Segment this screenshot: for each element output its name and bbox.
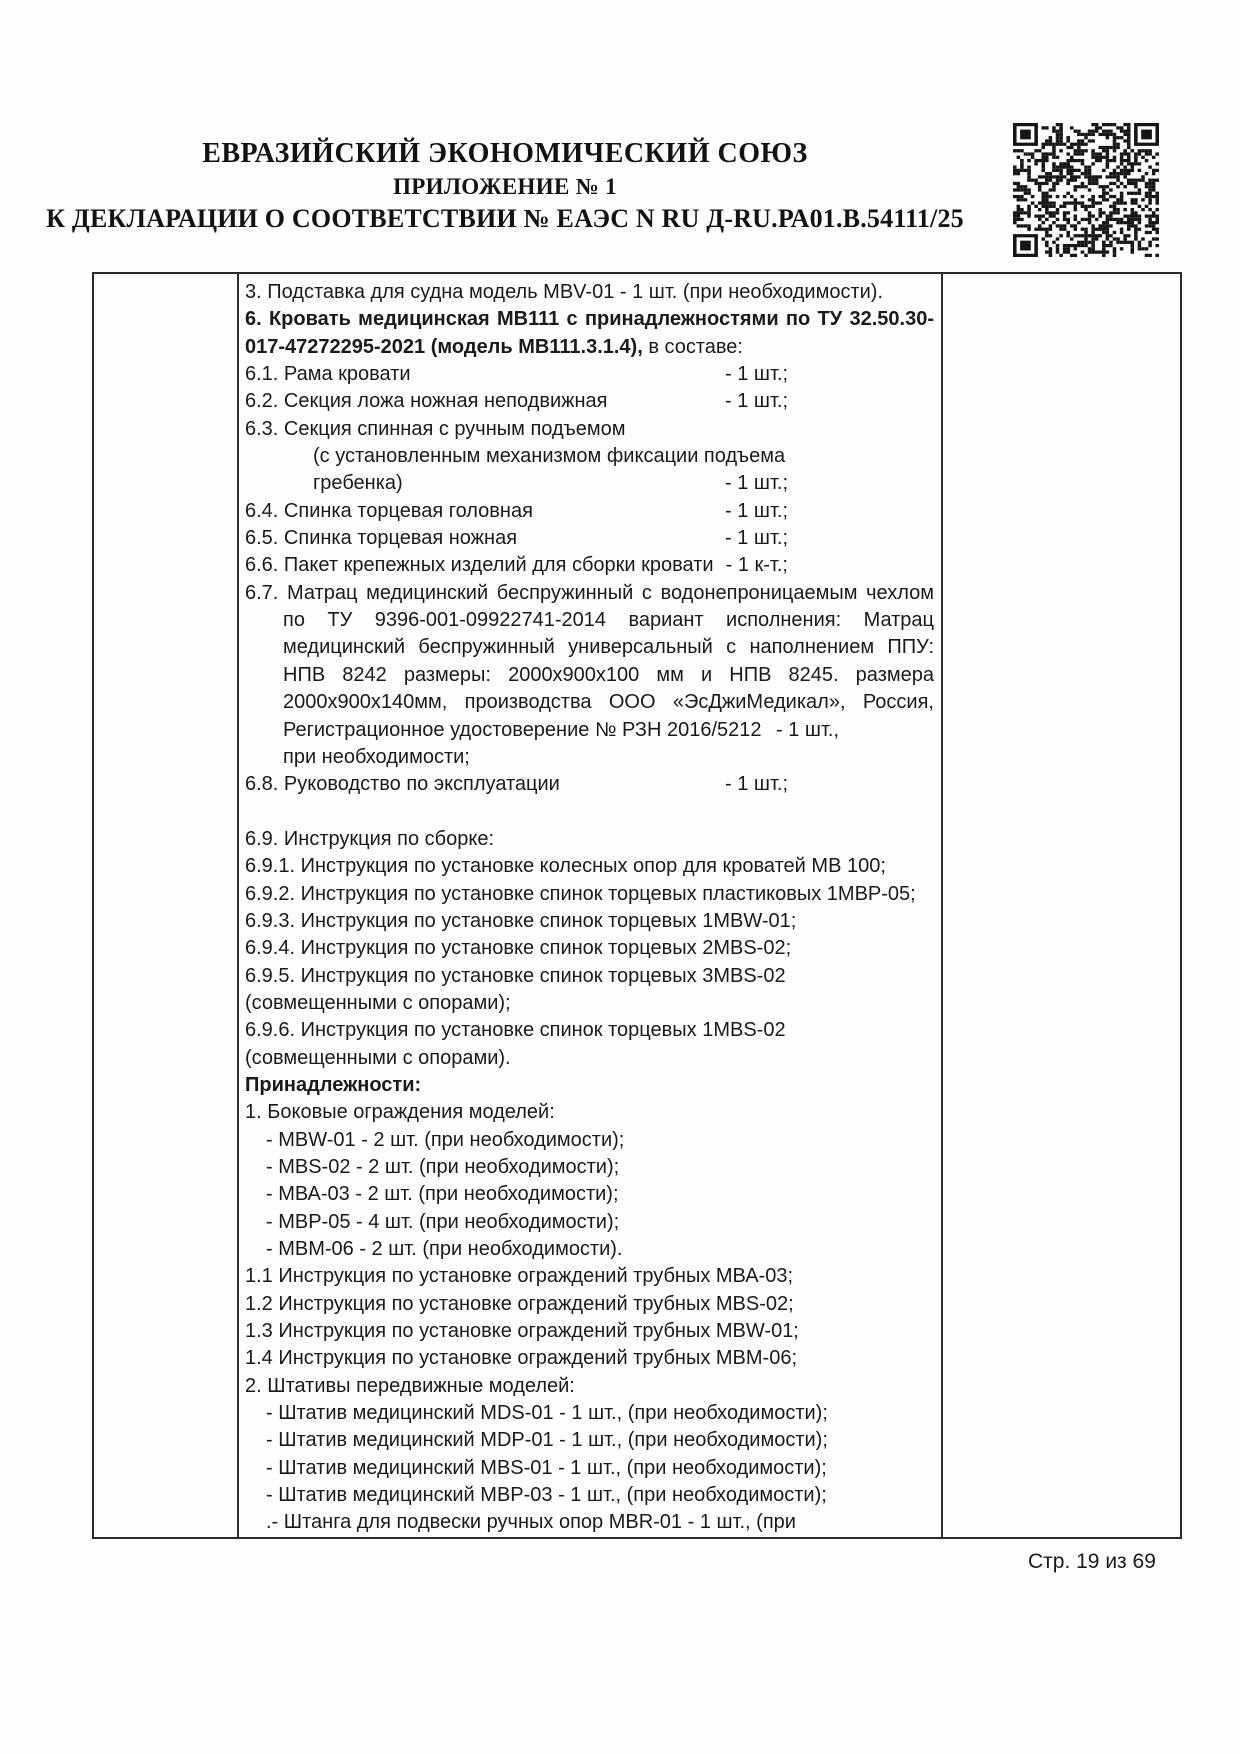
table-text-line: 6.4. Спинка торцевая головная - 1 шт.; bbox=[245, 498, 934, 525]
table-text-line: .- Штанга для подвески ручных опор MBR-01 - 1 шт., (при bbox=[266, 1511, 796, 1534]
table-text-line: Принадлежности: bbox=[245, 1073, 422, 1096]
qr-code-icon bbox=[1013, 123, 1159, 257]
table-text-line: 6.9.2. Инструкция по установке спинок торцевых пластиковых 1МВР-05; bbox=[245, 882, 916, 905]
table-right-column bbox=[941, 274, 1180, 1537]
document-header bbox=[30, 136, 980, 235]
table-text-line: (совмещенными с опорами). bbox=[245, 1046, 511, 1069]
table-text-line: 6.9.1. Инструкция по установке колесных опор для кроватей МВ 100; bbox=[245, 855, 886, 878]
table-text-line: при необходимости; bbox=[283, 745, 470, 768]
table-text-line: 6.1. Рама кровати - 1 шт.; bbox=[245, 361, 934, 388]
table-text-line: - Штатив медицинский МВР-03 - 1 шт., (при необходимости); bbox=[266, 1484, 827, 1507]
quantity-value: - 1 шт.; bbox=[725, 527, 788, 550]
table-text-line: - МВР-05 - 4 шт. (при необходимости); bbox=[266, 1210, 620, 1233]
quantity-value: - 1 шт.; bbox=[725, 499, 788, 522]
table-text-line: 2000х900х140мм, производства ООО «ЭсДжиМедикал», Россия, bbox=[283, 691, 934, 714]
quantity-value: - 1 шт.; bbox=[725, 390, 788, 413]
table-text-line: 1.4 Инструкция по установке ограждений трубных МВМ-06; bbox=[245, 1347, 798, 1370]
header-declaration-number: К ДЕКЛАРАЦИИ О СООТВЕТСТВИИ № ЕАЭС N RU Д-RU.РА01.В.54111/25 bbox=[46, 204, 964, 233]
table-text-line: - Штатив медицинский MBS-01 - 1 шт., (при необходимости); bbox=[266, 1456, 827, 1479]
quantity-value: - 1 шт.; bbox=[725, 472, 788, 495]
table-text-line: медицинский беспружинный универсальный с наполнением ППУ: bbox=[283, 636, 934, 659]
table-text-line: 6.5. Спинка торцевая ножная - 1 шт.; bbox=[245, 525, 934, 552]
table-text-line: - МВА-03 - 2 шт. (при необходимости); bbox=[266, 1183, 619, 1206]
table-text-line: 6.7. Матрац медицинский беспружинный с водонепроницаемым чехлом bbox=[245, 581, 934, 604]
table-text-line: 017-47272295-2021 (модель МВ111.3.1.4), в составе: bbox=[245, 335, 743, 358]
table-text-line: 2. Штативы передвижные моделей: bbox=[245, 1374, 575, 1397]
table-text-line: 6.9.5. Инструкция по установке спинок торцевых 3MBS-02 bbox=[245, 964, 786, 987]
table-text-line: 6.3. Секция спинная с ручным подъемом bbox=[245, 417, 626, 440]
page-number: Стр. 19 из 69 bbox=[1028, 1550, 1156, 1573]
table-text-line: (с установленным механизмом фиксации подъема bbox=[313, 445, 786, 468]
table-text-line: 1.3 Инструкция по установке ограждений трубных MBW-01; bbox=[245, 1320, 799, 1343]
table-text-line: 1.2 Инструкция по установке ограждений трубных MBS-02; bbox=[245, 1292, 794, 1315]
table-text-line: - Штатив медицинский MDS-01 - 1 шт., (при необходимости); bbox=[266, 1402, 828, 1425]
header-union-title: ЕВРАЗИЙСКИЙ ЭКОНОМИЧЕСКИЙ СОЮЗ bbox=[202, 138, 808, 169]
content-table bbox=[92, 272, 1182, 1539]
quantity-value: - 1 шт.; bbox=[725, 773, 788, 796]
table-text-line: - Штатив медицинский MDP-01 - 1 шт., (при необходимости); bbox=[266, 1429, 828, 1452]
table-text-line: Регистрационное удостоверение № РЗН 2016/5212 - 1 шт., bbox=[245, 717, 934, 744]
quantity-value: - 1 к-т.; bbox=[725, 554, 788, 577]
table-text-line: 6.2. Секция ложа ножная неподвижная - 1 шт.; bbox=[245, 388, 934, 415]
table-text-line: 1. Боковые ограждения моделей: bbox=[245, 1101, 555, 1124]
table-text-line: - MBS-02 - 2 шт. (при необходимости); bbox=[266, 1156, 620, 1178]
table-text-line: по ТУ 9396-001-09922741-2014 вариант исполнения: Матрац bbox=[283, 609, 934, 632]
table-text-line: 6. Кровать медицинская МВ111 с принадлежностями по ТУ 32.50.30- bbox=[245, 308, 934, 331]
table-text-line: 6.6. Пакет крепежных изделий для сборки кровати - 1 к-т.; bbox=[245, 552, 934, 579]
table-text-line: 3. Подставка для судна модель MBV-01 - 1 шт. (при необходимости). bbox=[245, 281, 884, 303]
quantity-value: - 1 шт., bbox=[776, 718, 839, 741]
table-blank-line bbox=[245, 799, 934, 826]
table-text-line: 6.9.3. Инструкция по установке спинок торцевых 1MBW-01; bbox=[245, 909, 797, 932]
table-text-line: 6.8. Руководство по эксплуатации - 1 шт.; bbox=[245, 771, 934, 798]
table-text-line: 6.9.4. Инструкция по установке спинок торцевых 2MBS-02; bbox=[245, 937, 792, 960]
table-text-line: НПВ 8242 размеры: 2000х900х100 мм и НПВ 8245. размера bbox=[283, 663, 934, 686]
table-left-column bbox=[94, 274, 239, 1537]
quantity-value: - 1 шт.; bbox=[725, 363, 788, 386]
table-text-line: (совмещенными с опорами); bbox=[245, 991, 511, 1014]
table-text-line: - МВМ-06 - 2 шт. (при необходимости). bbox=[266, 1238, 623, 1261]
table-text-line: - MBW-01 - 2 шт. (при необходимости); bbox=[266, 1128, 625, 1151]
table-text-line: 1.1 Инструкция по установке ограждений трубных МВА-03; bbox=[245, 1265, 794, 1288]
table-text-line: 6.9.6. Инструкция по установке спинок торцевых 1MBS-02 bbox=[245, 1019, 786, 1042]
table-text-line: 6.9. Инструкция по сборке: bbox=[245, 827, 495, 850]
header-appendix-title: ПРИЛОЖЕНИЕ № 1 bbox=[393, 174, 617, 199]
table-text-line: гребенка) - 1 шт.; bbox=[245, 470, 934, 497]
table-main-column bbox=[239, 274, 941, 1537]
